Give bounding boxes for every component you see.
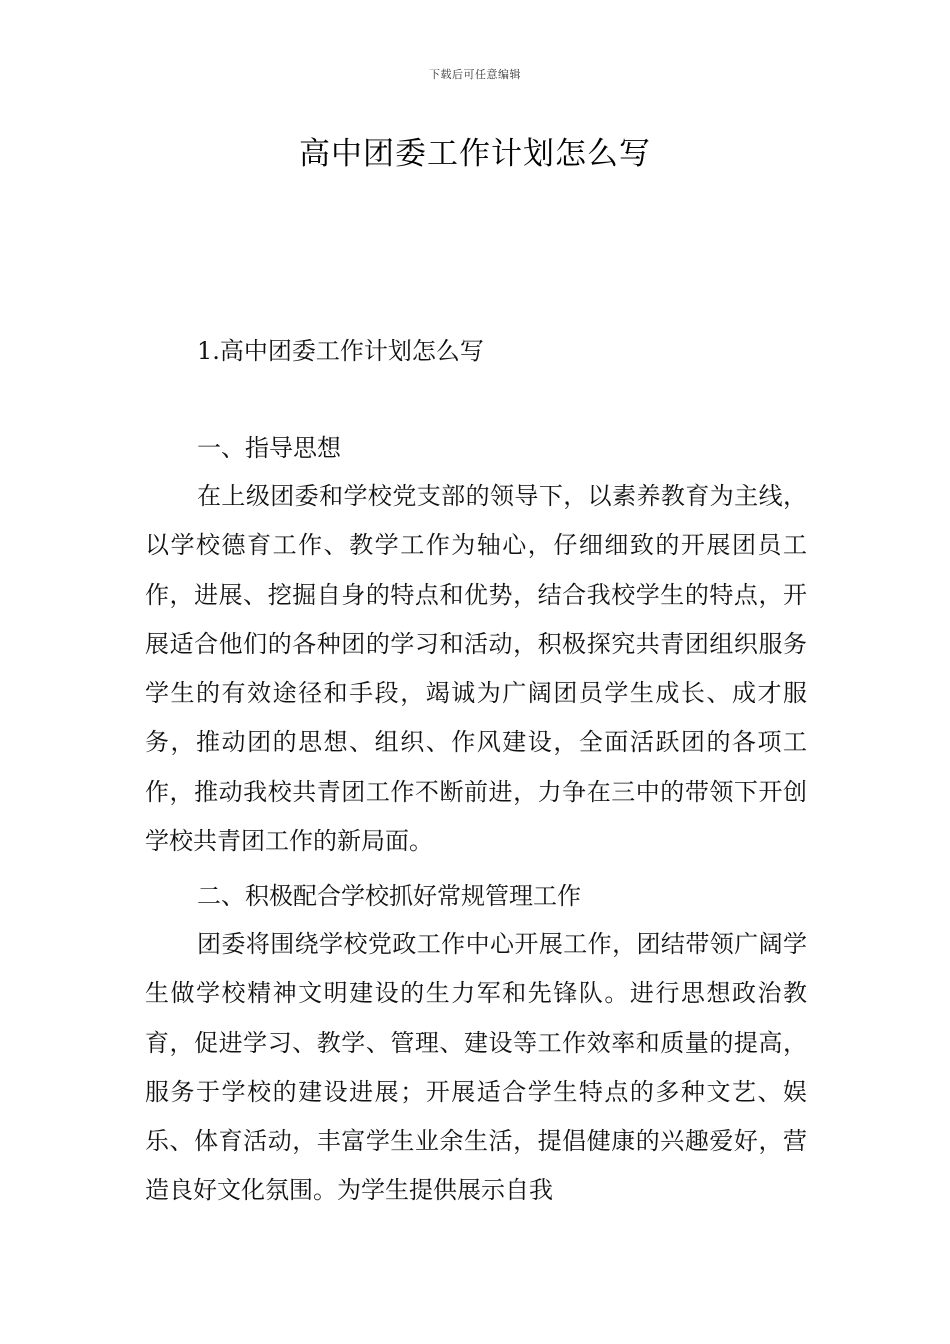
document-title: 高中团委工作计划怎么写 bbox=[299, 136, 651, 172]
section-heading-routine-management: 二、积极配合学校抓好常规管理工作 bbox=[197, 882, 581, 910]
numbered-heading: 1.高中团委工作计划怎么写 bbox=[197, 337, 484, 365]
section-paragraph-routine-management: 团委将围绕学校党政工作中心开展工作，团结带领广阔学生做学校精神文明建设的生力军和先锋队。进行思想政治教育，促进学习、教学、管理、建设等工作效率和质量的提高，服务于学校的建设进展；开展适合学生特点的多种文艺、娱乐、体育活动，丰富学生业余生活，提倡健康的兴趣爱好，营造良好文化氛围。为学生提供展示自我 bbox=[145, 930, 807, 1205]
section-heading-guiding-ideology: 一、指导思想 bbox=[197, 434, 341, 462]
section-paragraph-guiding-ideology: 在上级团委和学校党支部的领导下，以素养教育为主线，以学校德育工作、教学工作为轴心，仔细细致的开展团员工作，进展、挖掘自身的特点和优势，结合我校学生的特点，开展适合他们的各种团的学习和活动，积极探究共青团组织服务学生的有效途径和手段，竭诚为广阔团员学生成长、成才服务，推动团的思想、组织、作风建设，全面活跃团的各项工作，推动我校共青团工作不断前进，力争在三中的带领下开创学校共青团工作的新局面。 bbox=[145, 482, 807, 856]
header-note: 下载后可任意编辑 bbox=[429, 68, 521, 81]
